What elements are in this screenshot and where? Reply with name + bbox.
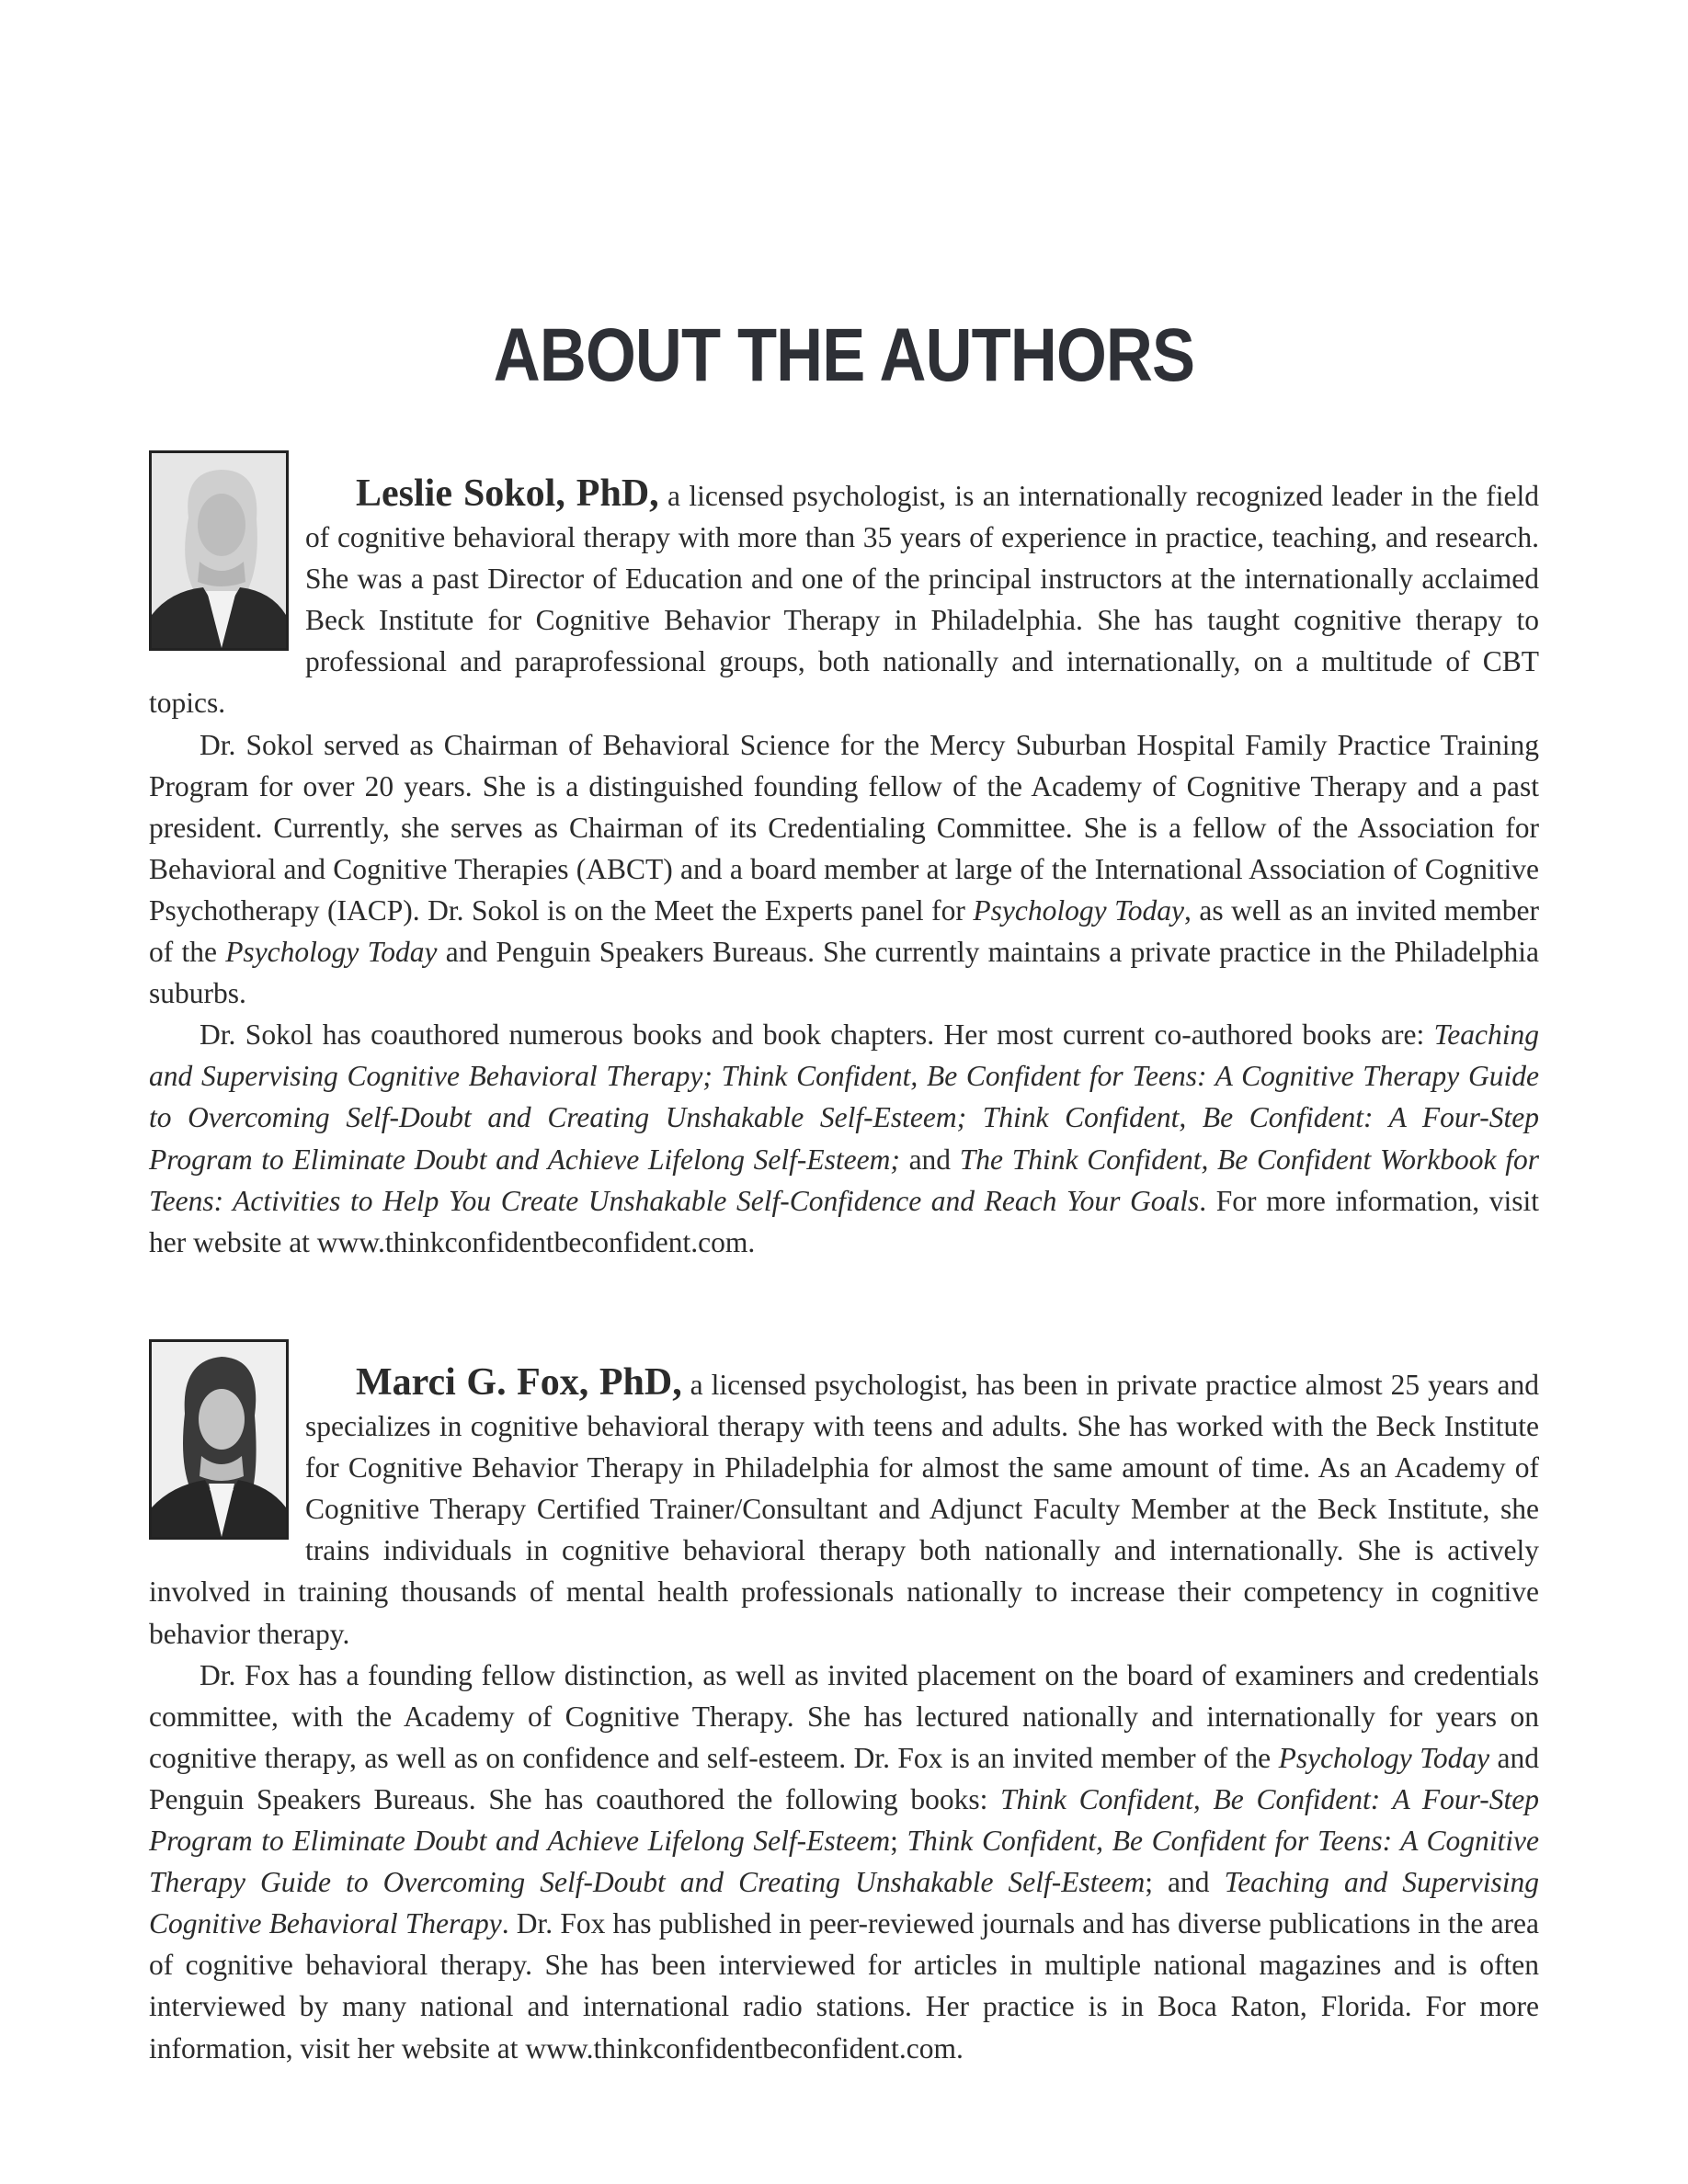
author-bio-fox [149,1339,1539,2069]
body-text: and Penguin Speakers Bureaus. She has coauthored the following books: [149,1741,1540,1815]
italic-title-text: The Think Confident, Be Confident Workbook for Teens: Activities to Help You Create Unshakable Self-Confidence and Reach Your Goals [149,1143,1539,1217]
italic-title-text: Psychology Today [973,893,1184,927]
author-photo-sokol [149,450,289,651]
body-text: ; and [1145,1866,1225,1899]
body-text: . For more information, visit her website at www.thinkconfidentbeconfident.com. [149,1184,1539,1258]
bio-paragraph [149,1339,1539,1655]
body-text: Dr. Fox has a founding fellow distinction, as well as invited placement on the board of examiners and credentials committee, with the Academy of Cognitive Therapy. She has lectured nationally and internationally for years on cognitive therapy, as well as on confidence and self-esteem. Dr. Fox is an invited member of the [149,1658,1539,1774]
body-text: and Penguin Speakers Bureaus. She currently maintains a private practice in the Philadelphia suburbs. [149,936,1539,1010]
body-text: a licensed psychologist, has been in private practice almost 25 years and specializes in cognitive behavioral therapy with teens and adults. She has worked with the Beck Institute for Cognitive Behavior Therapy in Philadelphia for almost the same amount of time. As an Academy of Cognitive Therapy Certified Trainer/Consultant and Adjunct Faculty Member at the Beck Institute, she trains individuals in cognitive behavioral therapy both nationally and internationally. She is actively involved in training thousands of mental health professionals nationally to increase their competency in cognitive behavior therapy. [149,1369,1539,1650]
bio-paragraph [149,1655,1539,2069]
bio-paragraph [149,724,1539,1015]
page-title: ABOUT THE AUTHORS [493,313,1195,397]
body-text: and [899,1143,960,1176]
body-text: Dr. Sokol has coauthored numerous books and book chapters. Her most current co-authored books are: [200,1018,1434,1052]
italic-title-text: Psychology Today [225,936,438,969]
italic-title-text: Think Confident, Be Confident: A Four-Step Program to Eliminate Doubt and Achieve Lifelong Self-Esteem [149,1782,1539,1858]
body-text: ; [890,1825,907,1858]
author-name: Marci G. Fox, PhD, [356,1361,682,1404]
italic-title-text: Teaching and Supervising Cognitive Behavioral Therapy; Think Confident, Be Confident for Teens: A Cognitive Therapy Guide to Overcoming Self-Doubt and Creating Unshakable Self-Esteem; Think Confident, Be Confident: A Four-Step Program to Eliminate Doubt and Achieve Lifelong Self-Esteem; [149,1018,1539,1176]
italic-title-text: Teaching and Supervising Cognitive Behavioral Therapy [149,1866,1540,1940]
body-text: Dr. Sokol served as Chairman of Behavioral Science for the Mercy Suburban Hospital Family Practice Training Program for over 20 years. She is a distinguished founding fellow of the Academy of Cognitive Therapy and a past president. Currently, she serves as Chairman of its Credentialing Committee. She is a fellow of the Association for Behavioral and Cognitive Therapies (ABCT) and a board member at large of the International Association of Cognitive Psychotherapy (IACP). Dr. Sokol is on the Meet the Experts panel for [149,728,1539,927]
bio-paragraph [149,450,1539,724]
italic-title-text: Psychology Today [1278,1741,1490,1774]
bio-paragraph [149,1014,1539,1263]
body-text: , as well as an invited member of the [149,893,1539,969]
author-photo-fox [149,1339,289,1540]
body-text: . Dr. Fox has published in peer-reviewed journals and has diverse publications in the area of cognitive behavioral therapy. She has been interviewed for articles in multiple national magazines and is often interviewed by many national and international radio stations. Her practice is in Boca Raton, Florida. For more information, visit her website at www.thinkconfidentbeconfident.com. [149,1907,1539,2065]
author-name: Leslie Sokol, PhD, [356,472,659,515]
italic-title-text: Think Confident, Be Confident for Teens: A Cognitive Therapy Guide to Overcoming Self-Doubt and Creating Unshakable Self-Esteem [149,1825,1539,1899]
body-text: a licensed psychologist, is an internationally recognized leader in the field of cognitive behavioral therapy with more than 35 years of experience in practice, teaching, and research. She was a past Director of Education and one of the principal instructors at the internationally acclaimed Beck Institute for Cognitive Behavior Therapy in Philadelphia. She has taught cognitive therapy to professional and paraprofessional groups, both nationally and internationally, on a multitude of CBT topics. [149,480,1539,720]
author-bio-sokol [149,450,1539,1263]
